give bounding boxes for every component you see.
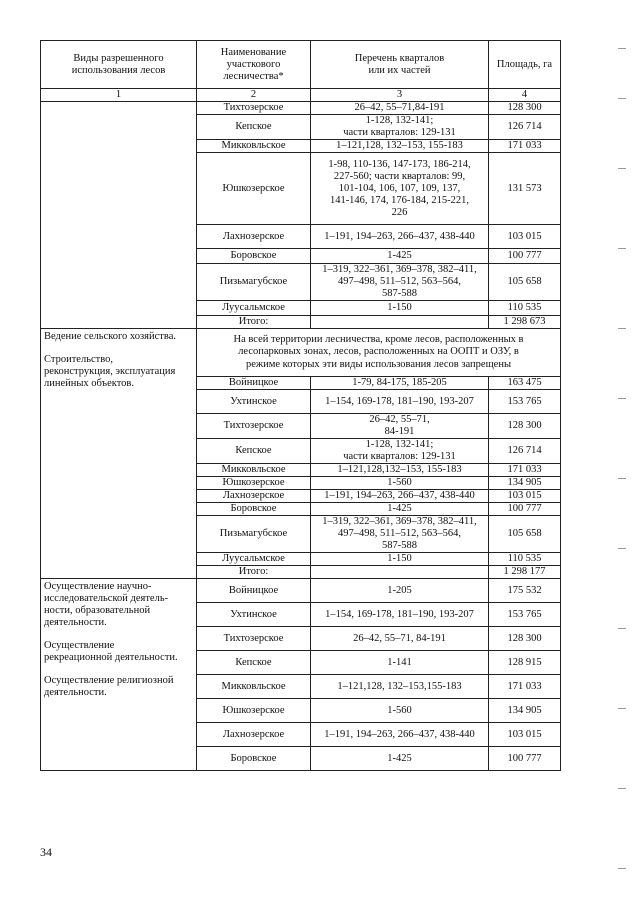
area-cell-text: 163 475 <box>507 377 542 388</box>
quarters-cell-text: 26–42, 55–71, 84-191 <box>369 414 430 437</box>
quarters-cell <box>311 553 489 566</box>
district-cell <box>197 675 311 699</box>
header-use: Виды разрешенного использования лесов <box>41 41 197 89</box>
scan-margin-marks <box>600 28 630 888</box>
quarters-cell <box>311 627 489 651</box>
district-cell-text: Боровское <box>230 250 277 261</box>
quarters-cell <box>311 377 489 390</box>
area-cell-text: 134 905 <box>507 704 542 716</box>
district-cell <box>197 464 311 477</box>
quarters-cell <box>311 477 489 490</box>
total-area-text: 1 298 673 <box>503 316 546 327</box>
total-spacer <box>311 316 489 329</box>
column-number: 4 <box>489 89 561 102</box>
district-cell-text: Ухтинское <box>230 395 277 407</box>
area-cell-text: 100 777 <box>507 752 542 764</box>
area-cell <box>489 115 561 140</box>
scan-mark <box>618 708 626 709</box>
area-cell <box>489 301 561 316</box>
area-cell-text: 126 714 <box>507 121 542 132</box>
area-cell-text: 128 300 <box>507 102 542 113</box>
quarters-cell-text: 1-128, 132-141; части кварталов: 129-131 <box>343 115 456 138</box>
district-cell-text: Пизьмагубское <box>219 276 288 287</box>
district-cell <box>197 439 311 464</box>
quarters-cell-text: 1–121,128, 132–153, 155-183 <box>336 140 463 151</box>
quarters-cell <box>311 264 489 301</box>
quarters-cell <box>311 516 489 553</box>
district-cell <box>197 516 311 553</box>
district-cell-text: Кепское <box>235 445 272 456</box>
table-row <box>41 579 561 603</box>
district-cell <box>197 553 311 566</box>
quarters-cell <box>311 414 489 439</box>
quarters-cell-text: 26–42, 55–71, 84-191 <box>353 632 446 644</box>
quarters-cell <box>311 439 489 464</box>
header-quarters: Перечень кварталов или их частей <box>311 41 489 89</box>
area-cell-text: 171 033 <box>507 464 542 475</box>
area-cell <box>489 490 561 503</box>
district-cell-text: Лахнозерское <box>222 230 285 242</box>
area-cell <box>489 464 561 477</box>
district-cell <box>197 579 311 603</box>
area-cell <box>489 249 561 264</box>
area-cell-text: 171 033 <box>507 680 542 692</box>
area-cell <box>489 390 561 414</box>
column-number: 2 <box>197 89 311 102</box>
note-row <box>41 329 561 377</box>
district-cell <box>197 102 311 115</box>
quarters-cell <box>311 225 489 249</box>
area-cell-text: 175 532 <box>507 584 542 596</box>
total-area <box>489 316 561 329</box>
quarters-cell-text: 1–154, 169-178, 181–190, 193-207 <box>325 608 474 620</box>
district-cell <box>197 747 311 771</box>
area-cell <box>489 627 561 651</box>
district-cell-text: Микковльское <box>221 680 286 692</box>
area-cell-text: 153 765 <box>507 608 542 620</box>
header-row <box>41 41 561 89</box>
area-cell-text: 134 905 <box>507 477 542 488</box>
quarters-cell <box>311 102 489 115</box>
quarters-cell-text: 26–42, 55–71,84-191 <box>354 102 445 113</box>
scan-mark <box>618 98 626 99</box>
quarters-cell <box>311 301 489 316</box>
quarters-cell-text: 1-150 <box>387 302 412 313</box>
quarters-cell <box>311 579 489 603</box>
use-type: Строительство, реконструкция, эксплуатация линейных объектов. <box>44 354 176 389</box>
area-cell-text: 153 765 <box>507 395 542 407</box>
area-cell <box>489 153 561 225</box>
quarters-cell-text: 1–121,128,132–153, 155-183 <box>337 464 462 475</box>
note-cell-text: На всей территории лесничества, кроме лесов, расположенных в лесопарковых зонах, лесов, расположенных на ООПТ и ОЗУ, в режиме которых эти виды использования лесов запрещены <box>233 333 524 370</box>
quarters-cell <box>311 140 489 153</box>
area-cell <box>489 377 561 390</box>
district-cell-text: Микковльское <box>221 464 286 475</box>
quarters-cell-text: 1-425 <box>387 250 412 261</box>
area-cell-text: 131 573 <box>507 182 542 194</box>
total-label-text: Итого: <box>238 566 269 577</box>
area-cell-text: 171 033 <box>507 140 542 151</box>
area-cell <box>489 651 561 675</box>
district-cell-text: Тихтозерское <box>223 102 284 113</box>
use-cell <box>41 102 197 329</box>
district-cell <box>197 225 311 249</box>
quarters-cell-text: 1-425 <box>387 752 412 764</box>
quarters-cell-text: 1-128, 132-141; части кварталов: 129-131 <box>343 439 456 462</box>
district-cell-text: Тихтозерское <box>223 632 284 644</box>
quarters-cell-text: 1-98, 110-136, 147-173, 186-214, 227-560; части кварталов: 99, 101-104, 106, 107, 109, 137, 141-146, 174, 176-184, 215-221, 226 <box>328 158 471 218</box>
district-cell-text: Лахнозерское <box>222 728 285 740</box>
quarters-cell-text: 1-79, 84-175, 185-205 <box>352 377 447 388</box>
area-cell-text: 105 658 <box>507 276 542 287</box>
area-cell <box>489 503 561 516</box>
district-cell <box>197 651 311 675</box>
column-number-row <box>41 89 561 102</box>
district-cell <box>197 503 311 516</box>
use-cell <box>41 329 197 579</box>
area-cell-text: 110 535 <box>507 302 542 313</box>
district-cell-text: Юшкозерское <box>222 182 285 194</box>
quarters-cell-text: 1-425 <box>387 503 412 514</box>
area-cell <box>489 516 561 553</box>
quarters-cell-text: 1–319, 322–361, 369–378, 382–411, 497–498, 511–512, 563–564, 587-588 <box>322 264 477 299</box>
scan-mark <box>618 328 626 329</box>
district-cell <box>197 249 311 264</box>
district-cell-text: Войницкое <box>228 377 279 388</box>
district-cell-text: Боровское <box>230 752 277 764</box>
district-cell-text: Ухтинское <box>230 608 277 620</box>
quarters-cell <box>311 699 489 723</box>
quarters-cell <box>311 651 489 675</box>
district-cell <box>197 477 311 490</box>
area-cell <box>489 699 561 723</box>
area-cell <box>489 439 561 464</box>
quarters-cell-text: 1-560 <box>387 477 412 488</box>
area-cell-text: 103 015 <box>507 490 542 501</box>
district-cell-text: Микковльское <box>221 140 286 151</box>
quarters-cell-text: 1–191, 194–263, 266–437, 438-440 <box>324 728 475 740</box>
district-cell-text: Юшкозерское <box>222 704 285 716</box>
use-type: Ведение сельского хозяйства. <box>44 331 176 342</box>
forest-use-table <box>40 40 561 771</box>
area-cell <box>489 140 561 153</box>
use-type: Осуществление научно- исследовательской деятель- ности, образовательной деятельности. <box>44 581 169 628</box>
quarters-cell <box>311 390 489 414</box>
quarters-cell-text: 1-560 <box>387 704 412 716</box>
use-type: Осуществление рекреационной деятельности. <box>44 640 178 663</box>
area-cell <box>489 675 561 699</box>
district-cell-text: Тихтозерское <box>223 420 284 431</box>
quarters-cell-text: 1–191, 194–263, 266–437, 438-440 <box>324 490 475 501</box>
area-cell <box>489 747 561 771</box>
quarters-cell-text: 1-150 <box>387 553 412 564</box>
quarters-cell <box>311 249 489 264</box>
district-cell <box>197 390 311 414</box>
district-cell-text: Боровское <box>230 503 277 514</box>
table-row <box>41 102 561 115</box>
area-cell <box>489 553 561 566</box>
area-cell-text: 103 015 <box>507 230 542 242</box>
district-cell <box>197 490 311 503</box>
district-cell <box>197 153 311 225</box>
district-cell-text: Кепское <box>235 656 272 668</box>
area-cell <box>489 579 561 603</box>
district-cell <box>197 264 311 301</box>
quarters-cell <box>311 464 489 477</box>
area-cell-text: 128 300 <box>507 632 542 644</box>
area-cell-text: 128 300 <box>507 420 542 431</box>
header-district: Наименование участкового лесничества* <box>197 41 311 89</box>
area-cell-text: 126 714 <box>507 445 542 456</box>
area-cell <box>489 603 561 627</box>
scan-mark <box>618 398 626 399</box>
quarters-cell-text: 1–191, 194–263, 266–437, 438-440 <box>324 230 475 242</box>
note-cell <box>197 329 561 377</box>
column-number: 3 <box>311 89 489 102</box>
district-cell <box>197 115 311 140</box>
quarters-cell <box>311 675 489 699</box>
quarters-cell <box>311 503 489 516</box>
area-cell <box>489 414 561 439</box>
area-cell <box>489 477 561 490</box>
scan-mark <box>618 548 626 549</box>
header-area: Площадь, га <box>489 41 561 89</box>
district-cell-text: Пизьмагубское <box>219 528 288 539</box>
page-number: 34 <box>40 845 52 859</box>
district-cell <box>197 377 311 390</box>
area-cell-text: 103 015 <box>507 728 542 740</box>
district-cell-text: Луусальмское <box>222 302 285 313</box>
district-cell-text: Войницкое <box>228 584 279 596</box>
district-cell <box>197 627 311 651</box>
scan-mark <box>618 478 626 479</box>
area-cell <box>489 264 561 301</box>
scan-mark <box>618 868 626 869</box>
area-cell-text: 100 777 <box>507 250 542 261</box>
quarters-cell-text: 1–154, 169-178, 181–190, 193-207 <box>325 395 474 407</box>
use-type: Осуществление религиозной деятельности. <box>44 675 174 698</box>
quarters-cell <box>311 153 489 225</box>
quarters-cell <box>311 747 489 771</box>
quarters-cell <box>311 723 489 747</box>
district-cell <box>197 301 311 316</box>
total-label-text: Итого: <box>238 316 269 327</box>
scan-mark <box>618 628 626 629</box>
total-label <box>197 316 311 329</box>
quarters-cell-text: 1-205 <box>387 584 412 596</box>
area-cell-text: 128 915 <box>507 656 542 668</box>
district-cell <box>197 603 311 627</box>
district-cell <box>197 414 311 439</box>
quarters-cell <box>311 603 489 627</box>
district-cell <box>197 723 311 747</box>
table-body <box>41 41 561 771</box>
district-cell-text: Кепское <box>235 121 272 132</box>
district-cell-text: Юшкозерское <box>222 477 285 488</box>
area-cell <box>489 225 561 249</box>
scan-mark <box>618 168 626 169</box>
quarters-cell-text: 1-141 <box>387 656 412 668</box>
quarters-cell-text: 1–121,128, 132–153,155-183 <box>337 680 462 692</box>
use-cell <box>41 579 197 771</box>
column-number: 1 <box>41 89 197 102</box>
district-cell <box>197 699 311 723</box>
scan-mark <box>618 248 626 249</box>
area-cell <box>489 723 561 747</box>
quarters-cell <box>311 490 489 503</box>
district-cell-text: Лахнозерское <box>222 490 285 501</box>
area-cell-text: 110 535 <box>507 553 542 564</box>
total-area <box>489 566 561 579</box>
area-cell-text: 105 658 <box>507 528 542 539</box>
total-area-text: 1 298 177 <box>503 566 546 577</box>
total-label <box>197 566 311 579</box>
district-cell <box>197 140 311 153</box>
district-cell-text: Луусальмское <box>222 553 285 564</box>
scan-mark <box>618 788 626 789</box>
quarters-cell-text: 1–319, 322–361, 369–378, 382–411, 497–498, 511–512, 563–564, 587-588 <box>322 516 477 551</box>
area-cell-text: 100 777 <box>507 503 542 514</box>
quarters-cell <box>311 115 489 140</box>
total-spacer <box>311 566 489 579</box>
area-cell <box>489 102 561 115</box>
scan-mark <box>618 48 626 49</box>
